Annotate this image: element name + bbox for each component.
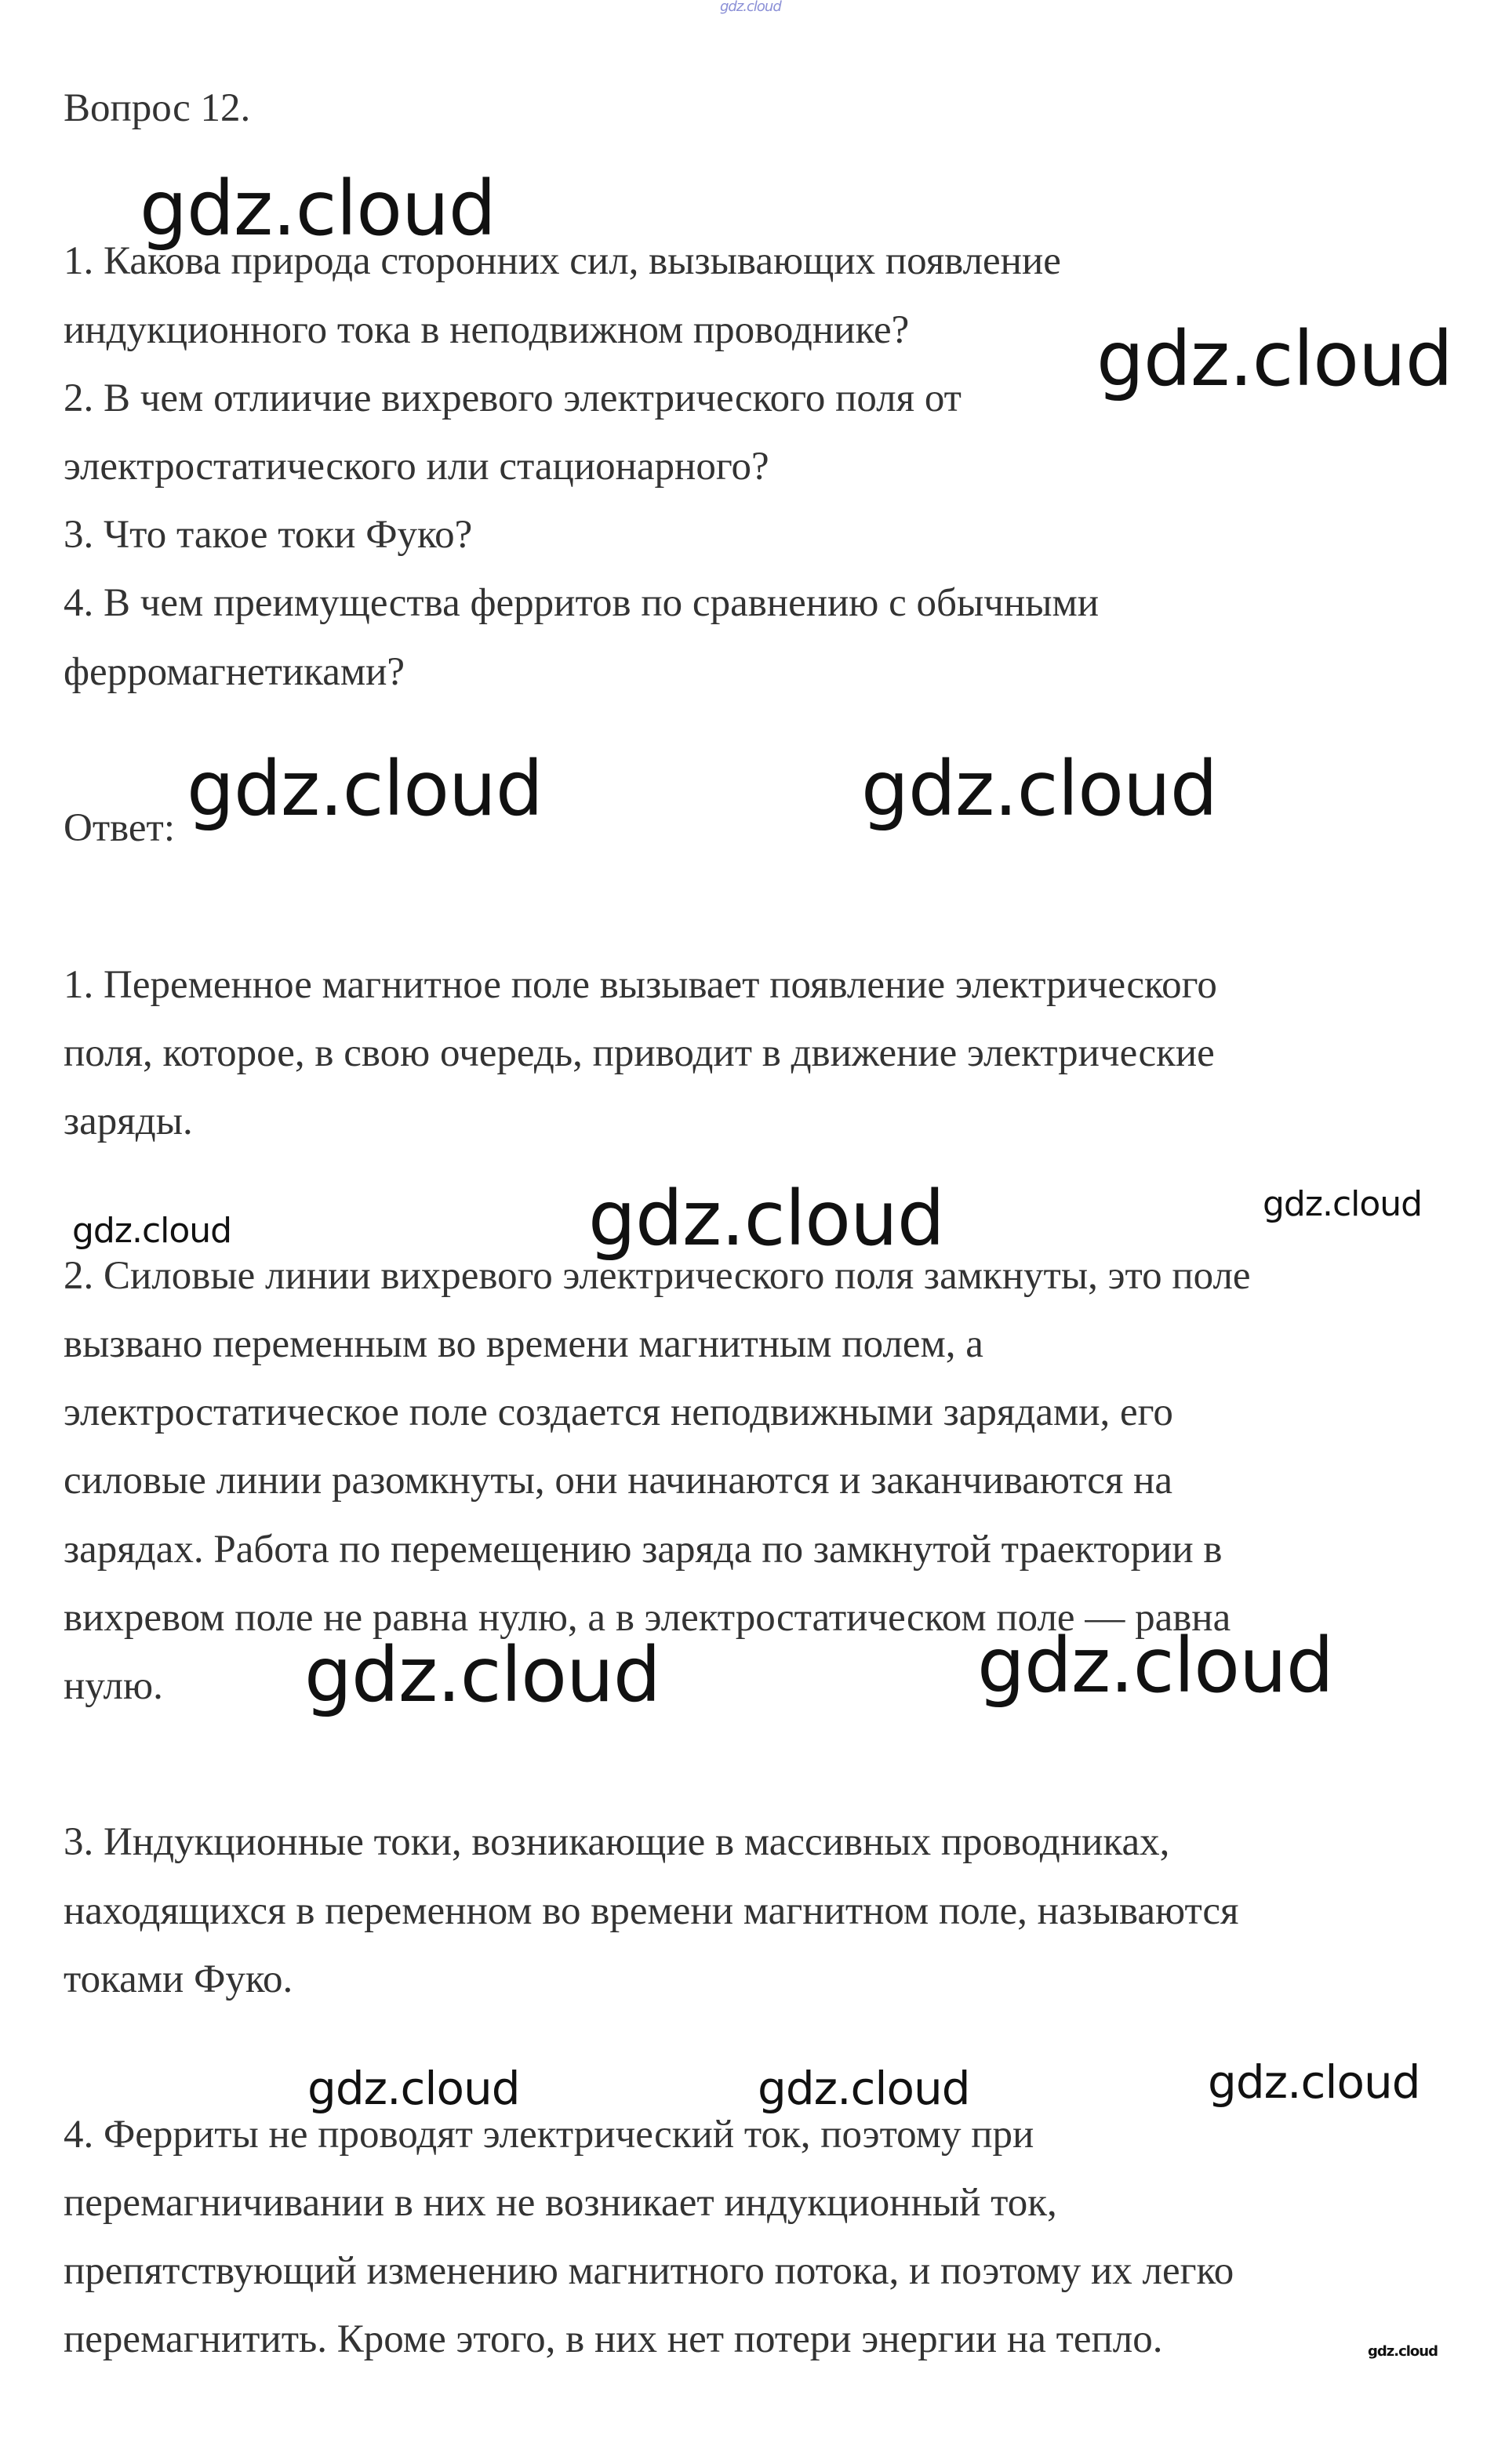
answer-line: 4. Ферриты не проводят электрический ток, поэтому при — [64, 2113, 1034, 2157]
answer-line: вихревом поле не равна нулю, а в электростатическом поле — равна — [64, 1596, 1231, 1640]
question-line: 3. Что такое токи Фуко? — [64, 513, 473, 557]
watermark: gdz.cloud — [977, 1622, 1333, 1710]
answer-line: вызвано переменным во времени магнитным полем, а — [64, 1322, 983, 1366]
watermark: gdz.cloud — [588, 1175, 944, 1263]
answer-line: поля, которое, в свою очередь, приводит в движение электрические — [64, 1031, 1215, 1075]
answer-line: перемагнитить. Кроме этого, в них нет потери энергии на тепло. — [64, 2317, 1163, 2361]
watermark: gdz.cloud — [1263, 1184, 1423, 1224]
question-line: ферромагнетиками? — [64, 650, 405, 694]
question-line: 1. Какова природа сторонних сил, вызывающих появление — [64, 239, 1061, 283]
watermark: gdz.cloud — [861, 745, 1217, 833]
watermark: gdz.cloud — [1096, 315, 1452, 403]
answer-line: токами Фуко. — [64, 1957, 293, 2001]
watermark: gdz.cloud — [307, 2062, 520, 2115]
answer-line: находящихся в переменном во времени магнитном поле, называются — [64, 1889, 1239, 1933]
question-line: 4. В чем преимущества ферритов по сравнению с обычными — [64, 581, 1100, 625]
question-line: индукционного тока в неподвижном проводнике? — [64, 308, 910, 352]
answer-line: 3. Индукционные токи, возникающие в массивных проводниках, — [64, 1820, 1170, 1864]
answer-line: нулю. — [64, 1664, 163, 1708]
answer-line: 2. Силовые линии вихревого электрического поля замкнуты, это поле — [64, 1254, 1251, 1298]
answer-label: Ответ: — [64, 806, 175, 850]
watermark: gdz.cloud — [1368, 2343, 1438, 2360]
watermark: gdz.cloud — [304, 1631, 660, 1719]
answer-line: 1. Переменное магнитное поле вызывает появление электрического — [64, 963, 1217, 1007]
watermark: gdz.cloud — [72, 1211, 232, 1251]
answer-line: электростатическое поле создается неподвижными зарядами, его — [64, 1390, 1173, 1434]
watermark: gdz.cloud — [758, 2062, 970, 2115]
answer-line: перемагничивании в них не возникает индукционный ток, — [64, 2181, 1057, 2225]
watermark: gdz.cloud — [140, 165, 496, 253]
question-line: 2. В чем отлиичие вихревого электрического поля от — [64, 376, 962, 420]
watermark: gdz.cloud — [1208, 2055, 1420, 2109]
watermark-top: gdz.cloud — [720, 0, 781, 15]
question-line: электростатического или стационарного? — [64, 445, 769, 489]
answer-line: заряды. — [64, 1099, 193, 1143]
watermark: gdz.cloud — [187, 745, 543, 833]
question-title: Вопрос 12. — [64, 86, 251, 130]
answer-line: силовые линии разомкнуты, они начинаются и заканчиваются на — [64, 1459, 1173, 1503]
answer-line: препятствующий изменению магнитного потока, и поэтому их легко — [64, 2249, 1234, 2293]
answer-line: зарядах. Работа по перемещению заряда по замкнутой траектории в — [64, 1528, 1223, 1572]
